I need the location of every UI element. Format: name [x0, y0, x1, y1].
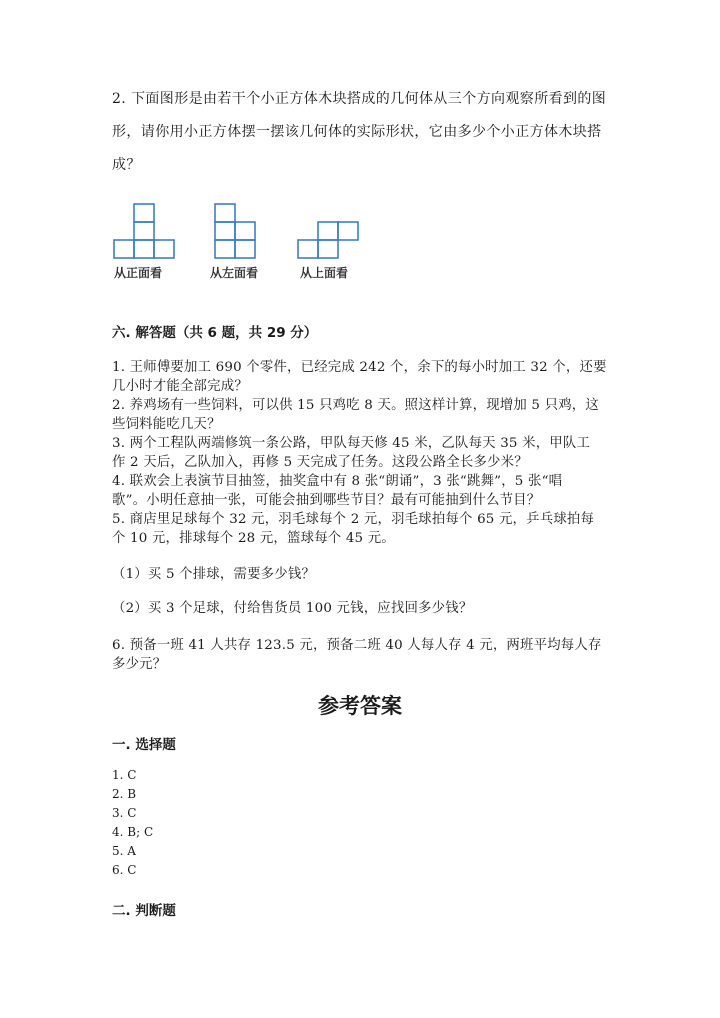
left-view-label: 从左面看: [210, 266, 259, 280]
answer-item: 5. A: [112, 844, 136, 858]
problem-1-line-1: 1. 王师傅要加工 690 个零件，已经完成 242 个，余下的每小时加工 32 个，还要: [112, 360, 607, 375]
answer-item: 6. C: [112, 863, 137, 877]
problem-6-line-2: 多少元？: [112, 657, 167, 672]
answers-title: 参考答案: [318, 694, 402, 718]
problem-3-line-1: 3. 两个工程队两端修筑一条公路，甲队每天修 45 米，乙队每天 35 米，甲队工: [112, 436, 591, 451]
problem-3-line-2: 作 2 天后，乙队加入，再修 5 天完成了任务。这段公路全长多少米？: [112, 455, 528, 470]
answer-item: 4. B; C: [112, 825, 154, 839]
question-2-line-1: 2. 下面图形是由若干个小正方体木块搭成的几何体从三个方向观察所看到的图: [112, 91, 607, 107]
three-view-drawing: [110, 200, 370, 286]
section-6-heading: 六. 解答题（共 6 题，共 29 分）: [112, 325, 318, 341]
answer-item: 2. B: [112, 787, 137, 801]
problem-5-line-1: 5. 商店里足球每个 32 元，羽毛球每个 2 元，羽毛球拍每个 65 元，乒乓球拍每: [112, 512, 595, 527]
problem-2-line-2: 些饲料能吃几天？: [112, 417, 221, 432]
problem-5-line-2: 个 10 元，排球每个 28 元，篮球每个 45 元。: [112, 531, 395, 546]
problem-1-line-2: 几小时才能全部完成？: [112, 379, 248, 394]
top-view-shape: [298, 222, 358, 258]
three-view-figure: [110, 200, 370, 286]
problem-2-line-1: 2. 养鸡场有一些饲料，可以供 15 只鸡吃 8 天。照这样计算，现增加 5 只鸡，这: [112, 398, 599, 413]
front-view-label: 从正面看: [114, 266, 163, 280]
problem-6-line-1: 6. 预备一班 41 人共存 123.5 元，预备二班 40 人每人存 4 元，两班平均每人存: [112, 638, 602, 653]
left-view-shape: [215, 204, 255, 258]
answers-section-1-heading: 一. 选择题: [112, 737, 176, 753]
question-2-line-2: 形，请你用小正方体摆一摆该几何体的实际形状，它由多少个小正方体木块搭: [112, 124, 602, 140]
top-view-label: 从上面看: [300, 266, 349, 280]
question-2-line-3: 成？: [112, 157, 141, 173]
front-view-shape: [114, 204, 174, 258]
problem-5-sub-2: （2）买 3 个足球，付给售货员 100 元钱，应找回多少钱？: [112, 601, 473, 616]
answers-section-2-heading: 二. 判断题: [112, 903, 176, 919]
answer-item: 3. C: [112, 806, 137, 820]
answer-item: 1. C: [112, 768, 137, 782]
problem-4-line-1: 4. 联欢会上表演节目抽签，抽奖盒中有 8 张“朗诵”，3 张“跳舞”，5 张“唱: [112, 474, 563, 489]
problem-4-line-2: 歌”。小明任意抽一张，可能会抽到哪些节目？最有可能抽到什么节目？: [112, 493, 541, 508]
problem-5-sub-1: （1）买 5 个排球，需要多少钱？: [112, 567, 316, 582]
